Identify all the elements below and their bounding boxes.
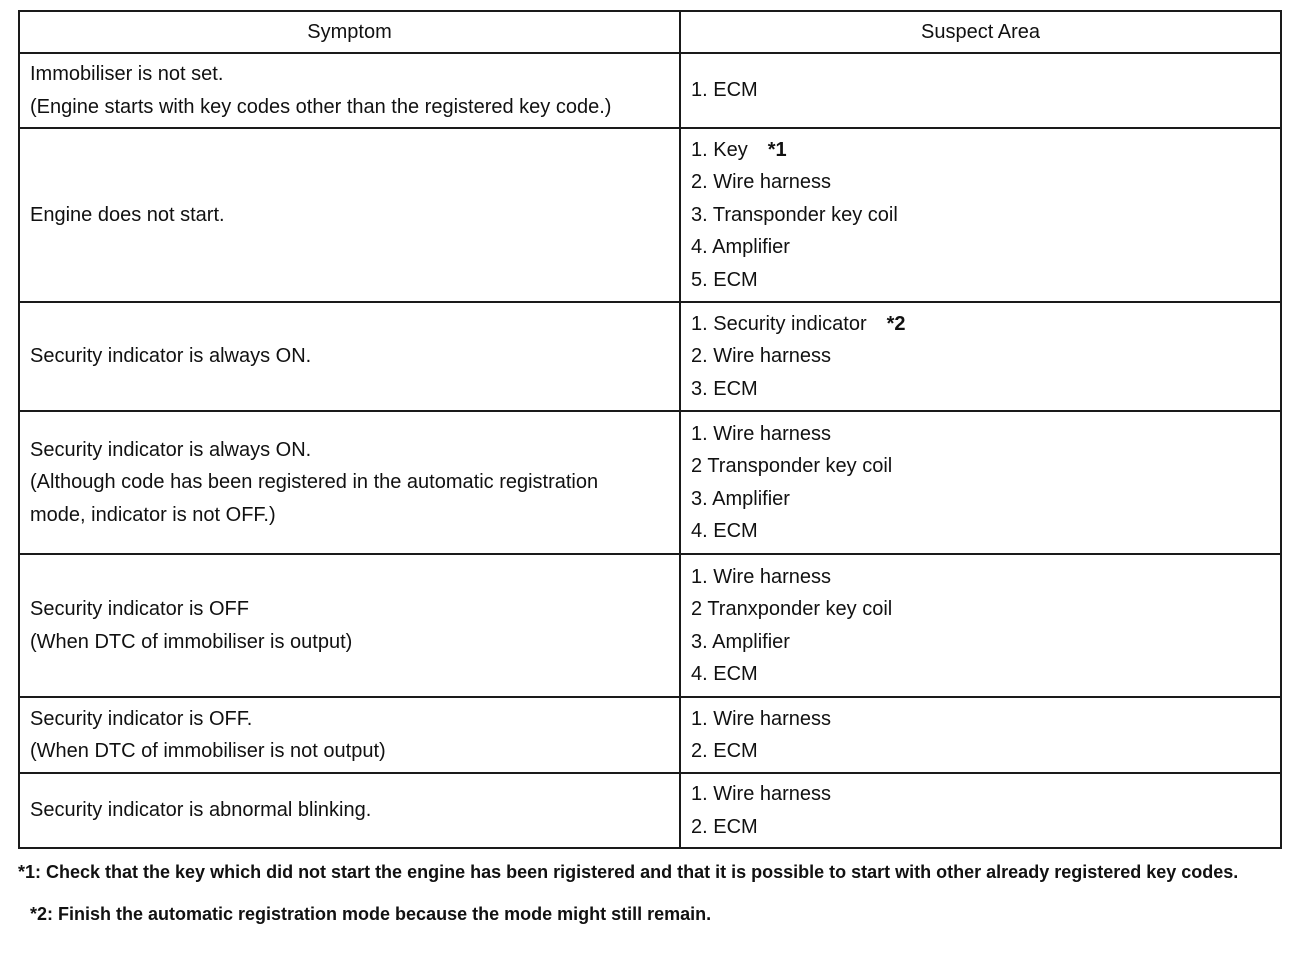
symptom-text: Immobiliser is not set. xyxy=(30,63,224,85)
table-row xyxy=(19,302,1281,411)
symptom-text: Security indicator is always ON. xyxy=(30,345,312,368)
suspect-area-item: 3. ECM xyxy=(691,377,758,400)
symptom-text: (When DTC of immobiliser is not output) xyxy=(30,740,386,762)
symptom-text: (Engine starts with key codes other than the registered key code.) xyxy=(30,95,612,118)
suspect-area-item: 2. Wire harness xyxy=(691,171,832,194)
symptom-cell xyxy=(19,53,680,128)
suspect-area-cell xyxy=(680,302,1281,411)
table-row xyxy=(19,697,1281,773)
suspect-area-cell xyxy=(680,697,1281,773)
suspect-area-item: 2. Wire harness xyxy=(691,345,832,368)
suspect-area-item: 2 Tranxponder key coil xyxy=(691,598,893,620)
suspect-area-item: 2. ECM xyxy=(691,740,758,762)
table-row xyxy=(19,773,1281,848)
suspect-area-item: 3. Transponder key coil xyxy=(691,203,898,226)
symptom-text: Security indicator is OFF xyxy=(30,598,249,620)
suspect-area-cell xyxy=(680,128,1281,302)
table-row xyxy=(19,128,1281,302)
symptom-text: Security indicator is always ON. xyxy=(30,438,312,461)
suspect-area-item: 4. Amplifier xyxy=(691,236,790,259)
suspect-area-item: 1. Wire harness xyxy=(691,422,832,445)
symptom-text: Security indicator is OFF. xyxy=(30,707,253,730)
footnote-2: *2: Finish the automatic registration mode because the mode might still remain. xyxy=(30,904,712,924)
footnote-1: *1: Check that the key which did not start the engine has been rigistered and that it is possible to start with other already registered key codes. xyxy=(18,862,1239,882)
suspect-area-item: 1. ECM xyxy=(691,79,758,102)
footnote-reference: *1 xyxy=(767,138,787,161)
symptom-text: mode, indicator is not OFF.) xyxy=(30,503,276,526)
symptom-text: Engine does not start. xyxy=(30,203,225,226)
suspect-area-item xyxy=(691,308,1270,341)
symptom-table xyxy=(18,10,1282,849)
suspect-area-cell xyxy=(680,53,1281,128)
footnote-reference: *2 xyxy=(886,312,906,335)
footnotes xyxy=(18,857,1280,929)
suspect-area-item: 1. Wire harness xyxy=(691,783,832,805)
suspect-area-item: 2 Transponder key coil xyxy=(691,455,893,477)
troubleshooting-document xyxy=(18,10,1280,929)
table-header-row xyxy=(19,11,1281,53)
symptom-cell xyxy=(19,773,680,848)
suspect-area-cell xyxy=(680,411,1281,554)
suspect-area-item: 5. ECM xyxy=(691,268,758,291)
table-row xyxy=(19,53,1281,128)
suspect-area-cell xyxy=(680,773,1281,848)
symptom-cell xyxy=(19,697,680,773)
suspect-area-column-header: Suspect Area xyxy=(680,11,1281,53)
symptom-text: (When DTC of immobiliser is output) xyxy=(30,630,353,653)
symptom-cell xyxy=(19,302,680,411)
symptom-cell xyxy=(19,554,680,697)
suspect-area-item: 2. ECM xyxy=(691,815,758,838)
table-row xyxy=(19,554,1281,697)
suspect-area-item: 4. ECM xyxy=(691,663,758,685)
suspect-area-item: 1. Wire harness xyxy=(691,707,832,730)
suspect-area-item: 4. ECM xyxy=(691,520,758,542)
suspect-area-item: 1. Wire harness xyxy=(691,565,832,588)
symptom-text: (Although code has been registered in the automatic registration xyxy=(30,471,599,494)
suspect-area-item xyxy=(691,134,1270,167)
suspect-area-item: 3. Amplifier xyxy=(691,487,790,510)
suspect-area-item: 3. Amplifier xyxy=(691,630,790,653)
suspect-area-item-text: 1. Security indicator xyxy=(691,312,867,335)
table-row xyxy=(19,411,1281,554)
suspect-area-item-text: 1. Key xyxy=(691,138,748,161)
symptom-column-header: Symptom xyxy=(19,11,680,53)
symptom-cell xyxy=(19,128,680,302)
symptom-cell xyxy=(19,411,680,554)
suspect-area-cell xyxy=(680,554,1281,697)
symptom-text: Security indicator is abnormal blinking. xyxy=(30,799,372,822)
